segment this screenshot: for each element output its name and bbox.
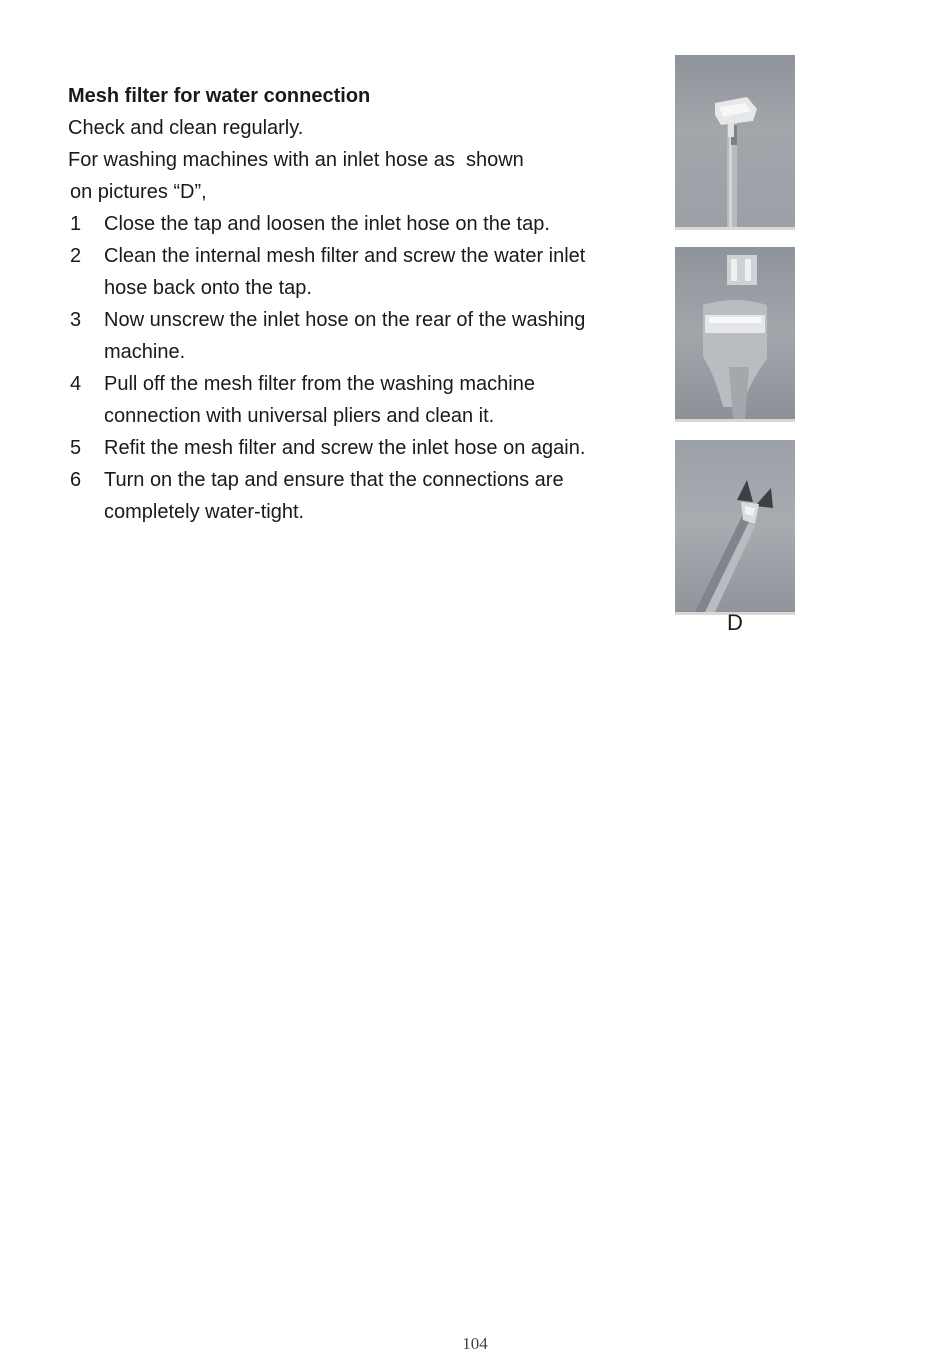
step-text: Now unscrew the inlet hose on the rear of the washing machine. [104, 309, 586, 363]
page-number: 104 [462, 1334, 488, 1353]
steps-list [68, 208, 588, 528]
step-number: 3 [70, 309, 82, 331]
step-item [68, 208, 588, 240]
step-item [68, 464, 588, 528]
tap-connector-photo [675, 55, 795, 230]
figure-label: D [727, 610, 743, 635]
step-number: 6 [70, 469, 82, 491]
instructions-text-block [68, 80, 588, 528]
step-item [68, 432, 588, 464]
step-item [68, 304, 588, 368]
inlet-hose-pliers-photo [675, 440, 795, 615]
intro-check-line: Check and clean regularly. [68, 117, 304, 139]
intro-pictures-line: on pictures “D”, [70, 181, 207, 203]
step-text: Turn on the tap and ensure that the connections are completely water-tight. [104, 469, 564, 523]
step-number: 4 [70, 373, 82, 395]
step-number: 2 [70, 245, 82, 267]
intro-hose-line: For washing machines with an inlet hose as shown [68, 149, 524, 171]
step-text: Pull off the mesh filter from the washing machine connection with universal pliers and clean it. [104, 373, 535, 427]
step-item [68, 240, 588, 304]
step-number: 5 [70, 437, 82, 459]
step-text: Clean the internal mesh filter and screw the water inlet hose back onto the tap. [104, 245, 586, 299]
step-number: 1 [70, 213, 82, 235]
step-text: Close the tap and loosen the inlet hose on the tap. [104, 213, 550, 235]
section-heading: Mesh filter for water connection [68, 85, 371, 107]
step-item [68, 368, 588, 432]
hose-coupling-photo [675, 247, 795, 422]
step-text: Refit the mesh filter and screw the inlet hose on again. [104, 437, 586, 459]
